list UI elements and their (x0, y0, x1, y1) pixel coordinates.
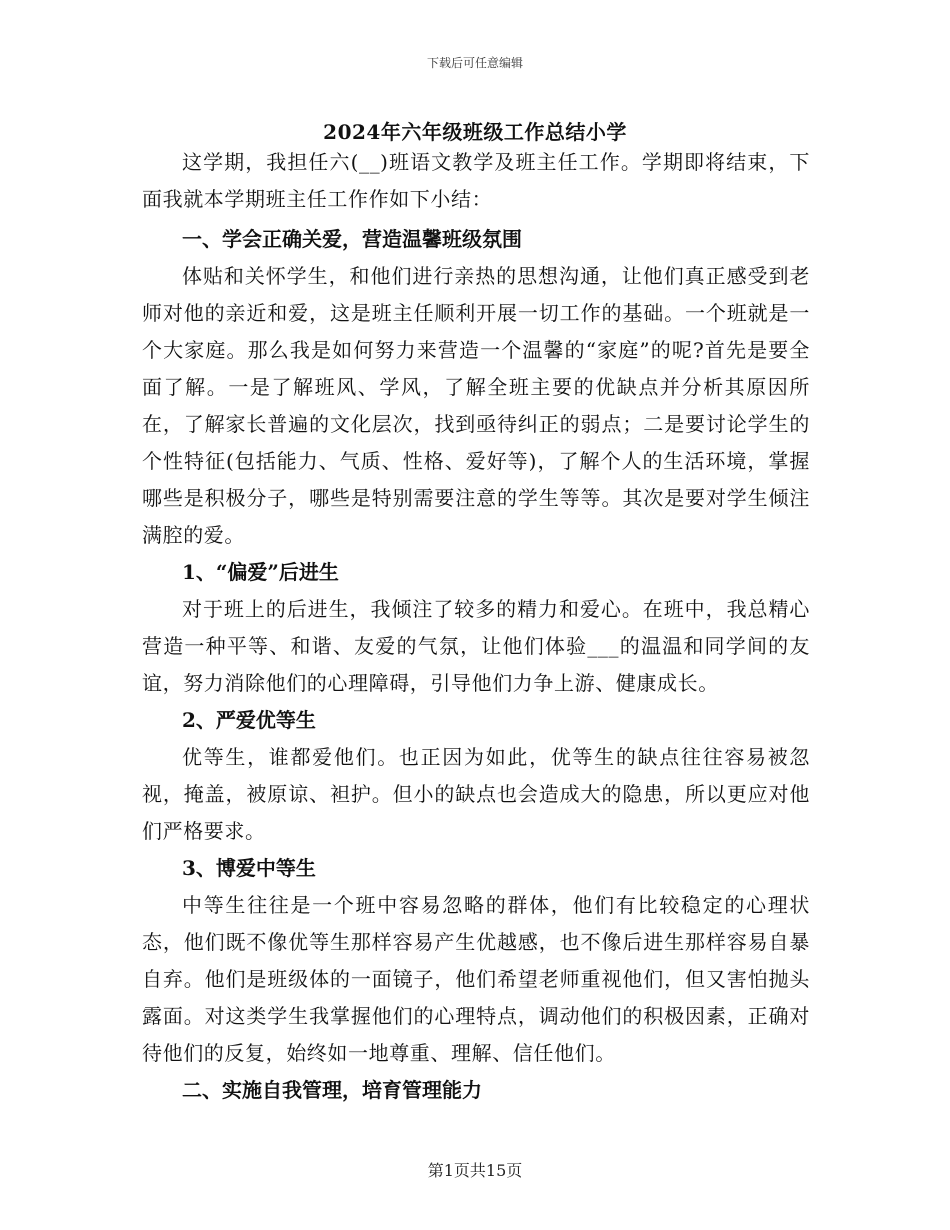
page-header-note: 下载后可任意编辑 (426, 56, 523, 70)
subsection-3-paragraph: 中等生往往是一个班中容易忽略的群体，他们有比较稳定的心理状态，他们既不像优等生那样容易产生优越感，也不像后进生那样容易自暴自弃。他们是班级体的一面镜子，他们希望老师重视他们，但又害怕抛头露面。对这类学生我掌握他们的心理特点，调动他们的积极因素，正确对待他们的反复，始终如一地尊重、理解、信任他们。 (142, 893, 810, 1065)
section-2-heading: 二、实施自我管理，培育管理能力 (182, 1078, 482, 1102)
subsection-2-heading: 2、严爱优等生 (182, 708, 316, 732)
page-number: 第1页共15页 (427, 1161, 523, 1180)
intro-paragraph: 这学期，我担任六(__)班语文教学及班主任工作。学期即将结束，下面我就本学期班主任工作作如下小结： (142, 150, 810, 211)
section-1-paragraph: 体贴和关怀学生，和他们进行亲热的思想沟通，让他们真正感受到老师对他的亲近和爱，这是班主任顺利开展一切工作的基础。一个班就是一个大家庭。那么我是如何努力来营造一个温馨的“家庭”的呢?首先是要全面了解。一是了解班风、学风，了解全班主要的优缺点并分析其原因所在，了解家长普遍的文化层次，找到亟待纠正的弱点；二是要讨论学生的个性特征(包括能力、气质、性格、爱好等)，了解个人的生活环境，掌握哪些是积极分子，哪些是特别需要注意的学生等等。其次是要对学生倾注满腔的爱。 (142, 264, 810, 547)
document-body (142, 144, 810, 1109)
subsection-1-paragraph: 对于班上的后进生，我倾注了较多的精力和爱心。在班中，我总精心营造一种平等、和谐、友爱的气氛，让他们体验___的温温和同学间的友谊，努力消除他们的心理障碍，引导他们力争上游、健康成长。 (142, 597, 810, 695)
subsection-3-heading: 3、博爱中等生 (182, 856, 316, 880)
subsection-1-heading: 1、“偏爱”后进生 (182, 560, 339, 584)
section-1-heading: 一、学会正确关爱，营造温馨班级氛围 (182, 227, 522, 251)
subsection-2-paragraph: 优等生，谁都爱他们。也正因为如此，优等生的缺点往往容易被忽视，掩盖，被原谅、袒护。但小的缺点也会造成大的隐患，所以更应对他们严格要求。 (142, 745, 810, 843)
document-title: 2024年六年级班级工作总结小学 (323, 120, 627, 144)
